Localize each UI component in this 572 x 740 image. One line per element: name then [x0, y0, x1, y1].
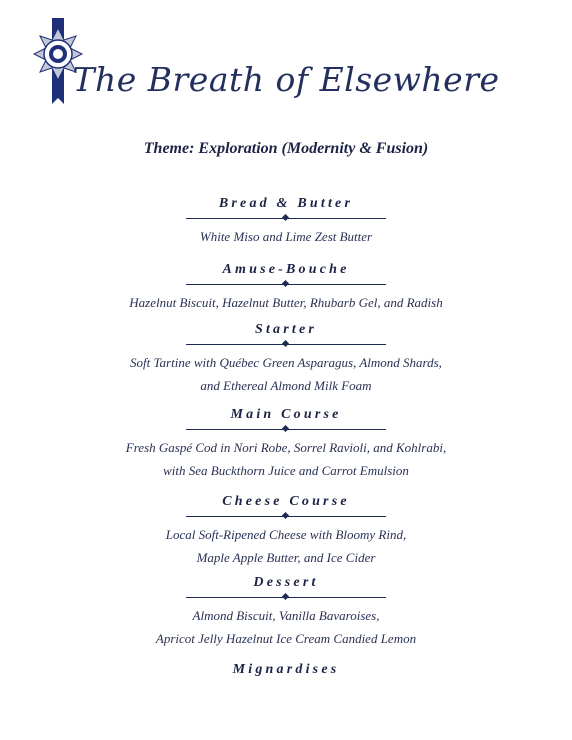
- course-cheese: [0, 492, 572, 573]
- ornament-divider: [186, 340, 386, 349]
- course-description: [0, 523, 572, 569]
- description-line: Fresh Gaspé Cod in Nori Robe, Sorrel Ravioli, and Kohlrabi,: [125, 440, 447, 455]
- menu-title: The Breath of Elsewhere: [72, 60, 500, 99]
- description-line: Maple Apple Butter, and Ice Cider: [196, 550, 376, 565]
- diamond-icon: [282, 425, 289, 432]
- ornament-divider: [186, 425, 386, 434]
- description-line: Almond Biscuit, Vanilla Bavaroises,: [192, 608, 380, 623]
- diamond-icon: [282, 593, 289, 600]
- course-dessert: [0, 573, 572, 660]
- ornament-divider: [186, 512, 386, 521]
- course-list: [0, 194, 572, 680]
- course-description: [0, 604, 572, 650]
- ornament-divider: [186, 593, 386, 602]
- ornament-divider: [186, 214, 386, 223]
- course-description: Hazelnut Biscuit, Hazelnut Butter, Rhubarb Gel, and Radish: [129, 295, 443, 310]
- course-mignardises: [0, 660, 572, 680]
- diamond-icon: [282, 280, 289, 287]
- course-amuse-bouche: [0, 260, 572, 320]
- description-line: Soft Tartine with Québec Green Asparagus, Almond Shards,: [130, 355, 442, 370]
- description-line: and Ethereal Almond Milk Foam: [200, 378, 372, 393]
- course-title: Main Course: [230, 407, 342, 422]
- course-main: [0, 405, 572, 492]
- menu-theme: Theme: Exploration (Modernity & Fusion): [143, 140, 429, 157]
- course-title: Starter: [254, 322, 318, 337]
- course-description: [0, 436, 572, 482]
- description-line: Apricot Jelly Hazelnut Ice Cream Candied Lemon: [155, 631, 417, 646]
- course-starter: [0, 320, 572, 405]
- course-title: Bread & Butter: [218, 196, 354, 211]
- course-title: Cheese Course: [222, 494, 350, 509]
- diamond-icon: [282, 340, 289, 347]
- course-description: [0, 351, 572, 397]
- description-line: with Sea Buckthorn Juice and Carrot Emulsion: [163, 463, 409, 478]
- diamond-icon: [282, 512, 289, 519]
- description-line: Local Soft-Ripened Cheese with Bloomy Rind,: [165, 527, 407, 542]
- ornament-divider: [186, 280, 386, 289]
- course-title: Amuse-Bouche: [222, 262, 350, 277]
- course-description: White Miso and Lime Zest Butter: [199, 229, 373, 244]
- course-title: Dessert: [253, 575, 319, 590]
- diamond-icon: [282, 214, 289, 221]
- course-title: Mignardises: [232, 662, 340, 677]
- course-bread-butter: [0, 194, 572, 260]
